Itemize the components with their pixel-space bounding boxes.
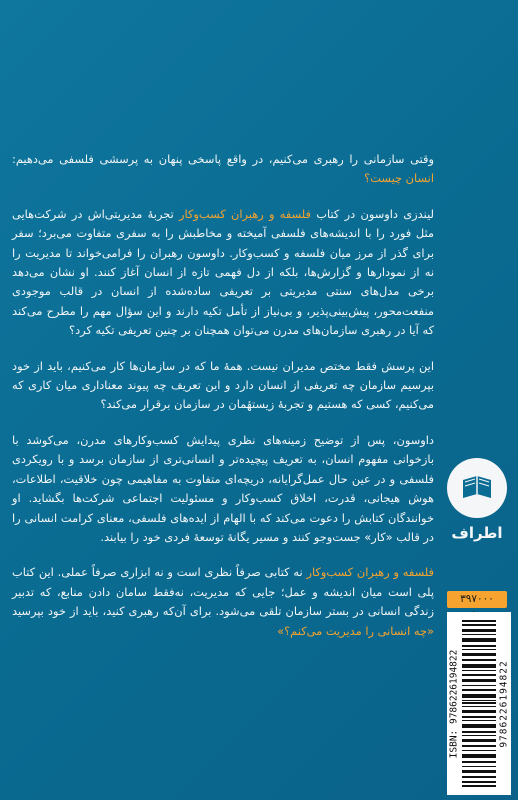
blurb-paragraph-3: این پرسش فقط مختص مدیران نیست. همهٔ ما که در سازمان‌ها کار می‌کنیم، باید از خود بپرسیم سازمان چه تعریفی از انسان دارد و این تعریف چه پیوند معناداری میان کاری که می‌کنیم، کسی که هستیم و تجربهٔ زیستهٔمان در سازمان برقرار می‌کند؟ — [12, 358, 434, 412]
book-icon — [447, 458, 507, 518]
blurb-paragraph-5 — [12, 563, 434, 641]
book-title-highlight: فلسفه و رهبران کسب‌وکار — [306, 565, 434, 580]
barcode-digits: 9786226194822 — [498, 659, 510, 748]
barcode-bars — [462, 620, 496, 787]
blurb-text: تجربهٔ مدیریتی‌اش در شرکت‌هایی مثل فورد را با اندیشه‌های فلسفی آمیخته و مخاطبش را به سفری متفاوت می‌برد؛ سفر برای گذر از مرز میان فلسفه و کسب‌وکار. داوسون رهبران را فرامی‌خواند تا مدیریت را نه از نمودارها و گزارش‌ها، بلکه از دل فهمی تازه از انسان آغاز کنند. او نشان می‌دهد برخی مدل‌های سنتی مدیریتی بر تعریفی ساده‌شده از انسان در قالب موجودی منفعت‌محور، پیش‌بینی‌پذیر، و بی‌نیاز از تأمل تکیه دارند و این سؤال مهم را مطرح می‌کند که آیا در رهبری سازمان‌های مدرن می‌توان همچنان بر چنین تعریفی تکیه کرد؟ — [12, 206, 434, 338]
highlight-question: «چه انسانی را مدیریت می‌کنم؟» — [277, 623, 434, 638]
blurb-text: نه کتابی صرفاً نظری است و نه ابزاری صرفاً عملی. این کتاب پلی است میان اندیشه و عمل؛ جایی که مدیریت، نه‌فقط سامان دادن منابع، که تدبیر زندگی انسانی در بستر سازمان تلقی می‌شود. برای آن‌که رهبری کنید، باید از خود بپرسید — [12, 565, 434, 619]
price-tag: ۳۹۷۰۰۰ — [447, 591, 507, 608]
isbn-label-container — [447, 612, 461, 795]
publisher-logo-circle — [447, 458, 507, 518]
barcode-digits-container — [497, 612, 511, 795]
blurb-text: لیندزی داوسون در کتاب — [311, 206, 434, 221]
publisher-name: اطراف — [451, 524, 503, 542]
blurb-text: وقتی سازمانی را رهبری می‌کنیم، در واقع پاسخی پنهان به پرسشی فلسفی می‌دهیم: — [12, 152, 434, 166]
blurb-paragraph-2 — [12, 205, 434, 341]
publisher-logo — [447, 458, 507, 552]
book-title-highlight: فلسفه و رهبران کسب‌وکار — [179, 206, 312, 221]
blurb-paragraph-4: داوسون، پس از توضیح زمینه‌های نظری پیدایش کسب‌وکارهای مدرن، می‌کوشد با بازخوانی مفهوم انسان، به تعریف پیچیده‌تر و انسانی‌تری از سازمان برسد و با رویکردی فلسفی و در عین حال عمل‌گرایانه، دریچه‌ای متفاوت به مفاهیمی چون خلاقیت، اطلاعات، هوش هیجانی، قدرت، اخلاق کسب‌وکار و مسئولیت اجتماعی شرکت‌ها بگشاید. او خوانندگان کتابش را دعوت می‌کند که با الهام از ایده‌های فلسفی، معنای کرامت انسانی را در قالب «کار» جست‌وجو کنند و مسیر یگانهٔ توسعهٔ فردی خود را بیابند. — [12, 432, 434, 544]
barcode — [447, 612, 511, 795]
isbn-label: ISBN: 9786226194822 — [448, 649, 460, 758]
highlight-question: انسان چیست؟ — [364, 171, 434, 186]
blurb-paragraph-1 — [12, 150, 434, 189]
blurb — [12, 150, 434, 657]
